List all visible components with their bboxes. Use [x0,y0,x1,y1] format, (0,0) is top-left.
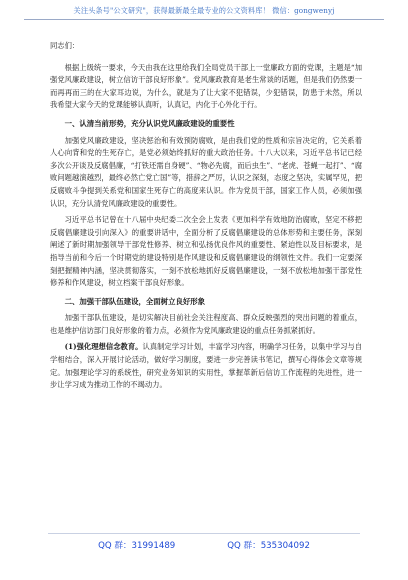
footer-qq-group-2: QQ 群：535304092 [227,541,310,551]
section-heading-2: 二、加强干部队伍建设，全面树立良好形象 [64,296,206,306]
footer-qq-group-1: QQ 群：31991489 [98,541,176,551]
section1-paragraph: 习近平总书记曾在十八届中央纪委二次全会上发表《更加科学有效地防治腐败，坚定不移把反腐倡廉建设引向深入》的重要讲话中，全面分析了反腐倡廉建设的总体形势和主要任务，深刻阐述了新时期加强领导干部党性修养、树立和弘扬优良作风的重要性、紧迫性以及目标要求，是指导当前和今后一个时期党的建设特别是作风建设和反腐倡廉建设的纲领性文件。我们一定要深刻把握精神内涵，坚决贯彻落实，一刻不放松地抓好反腐倡廉建设，一刻不放松地加强干部党性修养和作风建设，树立档案干部良好形象。 [50,215,362,288]
intro-paragraph: 根据上级统一要求，今天由我在这里给我们全局党员干部上一堂廉政方面的党课，主题是“加强党风廉政建设，树立信访干部良好形象”。党风廉政教育是老生常谈的话题，但是我们仍然要一而再再而三的在大家耳边说，为什么，就是为了让大家不犯错误，少犯错误，防患于未然，所以我希望大家今天的党课能够认真听，认真记，内化于心外化于行。 [50,62,362,110]
page-header-banner: 关注头条号"公文研究"，获得最新最全最专业的公文资料库！ 微信：gongwenyj [73,6,335,15]
section1-paragraph: 加强党风廉政建设，坚决惩治和有效预防腐败，是由我们党的性质和宗旨决定的，它关系着人心向背和党的生死存亡，是党必须始终抓好的重大政治任务。十八大以来，习近平总书记已经多次公开谈及反腐倡廉，“打铁还需自身硬”、“物必先腐，而后虫生”、“老虎、苍蝇一起打”、“腐败问题越演越烈，最终必然亡党亡国”等，措辞之严厉，认识之深刻，态度之坚决，实属罕见，把反腐败斗争提到关系党和国家生死存亡的高度来认识。作为党员干部，国家工作人员，必须加强认识，充分认清党风廉政建设的重要性。 [50,135,362,208]
footer-divider [48,533,360,534]
section2-paragraph: 加强干部队伍建设，是切实解决目前社会关注程度高、群众反映强烈的突出问题的着重点，也是维护信访部门良好形象的着力点，必须作为党风廉政建设的重点任务抓紧抓好。 [50,313,362,335]
subsection-text: 认真制定学习计划，丰富学习内容，明确学习任务，以集中学习与自学相结合，深入开展讨论活动，做好学习制度，要进一步完善读书笔记，撰写心得体会文章等规定。加强理论学习的系统性，研究业务知识的实用性，掌握革新后信访工作流程的先进性，进一步让学习成为推动工作的不竭动力。 [50,342,363,390]
subsection-lead: (1)强化理想信念教育。 [64,342,143,352]
section-heading-1: 一、认清当前形势，充分认识党风廉政建设的重要性 [64,118,235,128]
header-divider [24,19,384,20]
document-body [50,40,362,392]
salutation: 同志们： [50,41,80,50]
page-footer [0,539,408,551]
subsection-paragraph [50,341,362,391]
